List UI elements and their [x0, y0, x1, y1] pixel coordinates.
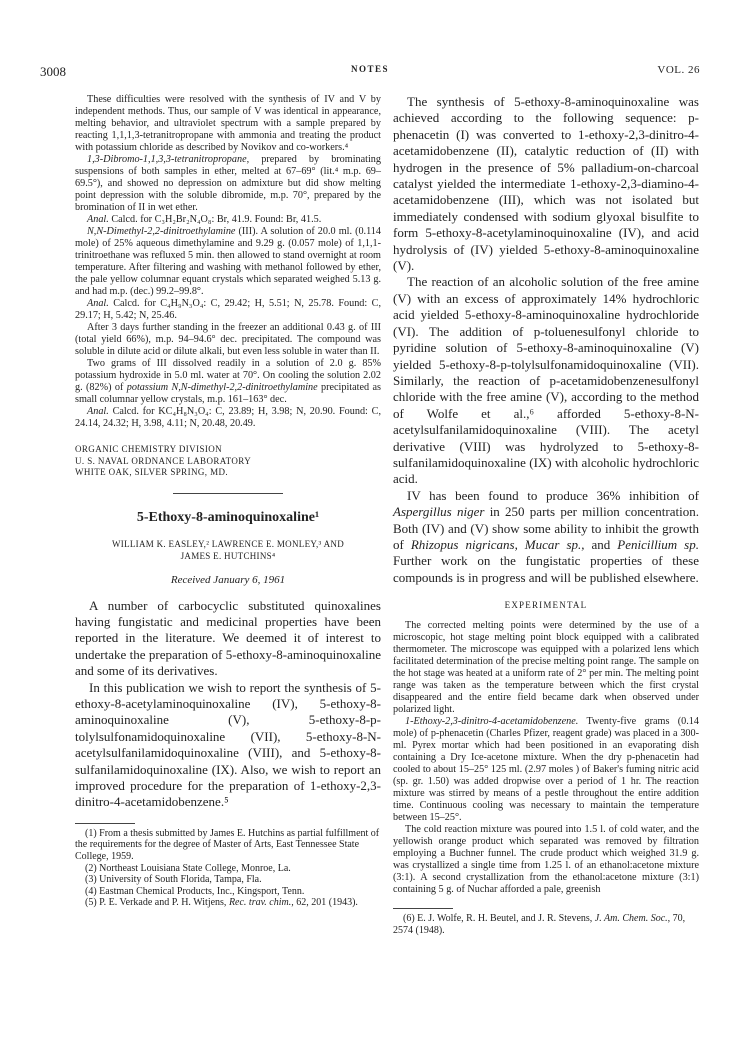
footnote: (2) Northeast Louisiana State College, Monroe, La. [85, 862, 291, 874]
paragraph: In this publication we wish to report the synthesis of 5-ethoxy-8-acetylaminoquinoxaline (IV), 5-ethoxy-8-aminoquinoxaline (V), 5-ethoxy-8-p-tolylsulfonamidoquinoxaline (VII), 5-ethoxy-8-N-acetylsulfanilamidoquinoxaline (VIII), and 5-ethoxy-8-sulfanilamidoquinoxaline (IX). Also, we wish to report an improved procedure for the preparation of 1-ethoxy-2,3-dinitro-4-acetamidobenzene.⁵ [75, 679, 381, 810]
footnotes [75, 828, 381, 909]
affiliation-line: U. S. NAVAL ORDNANCE LABORATORY [75, 455, 252, 466]
paragraph: N,N-Dimethyl-2,2-dinitroethylamine (III). A solution of 20.0 ml. (0.114 mole) of 25% aqueous dimethylamine and 9.29 g. (0.057 mole) of 1,1,1-trinitroethane was refluxed 5 min. then allowed to stand overnight at room temperature. After filtering and washing with methanol followed by ether, the pale yellow columnar equant crystals which separated weighed 5.13 g. and had m.p. (dec.) 99.2–99.8°. [75, 226, 381, 297]
paragraph: 1,3-Dibromo-1,1,3,3-tetranitropropane, prepared by brominating suspensions of both samples in ether, melted at 67–69° (lit.⁴ m.p. 69–69.5°), and showed no depression on admixture but did show melting point depression with the soluble dibromide, m.p. 70°, prepared by the bromination of II in wet ether. [75, 154, 381, 213]
paragraph: Two grams of III dissolved readily in a solution of 2.0 g. 85% potassium hydroxide in 5.0 ml. water at 70°. On cooling the solution 2.02 g. (82%) of potassium N,N-dimethyl-2,2-dinitroethylamine precipitated as small columnar yellow crystals, m.p. 161–163° dec. [75, 358, 381, 405]
analysis-line: Anal. Calcd. for C₄H₉N₃O₄: C, 29.42; H, 5.51; N, 25.78. Found: C, 29.17; H, 5.42; N, 25.46. [75, 298, 381, 321]
affiliation-block [75, 444, 381, 479]
page-number: 3008 [40, 64, 66, 79]
article-title: 5-Ethoxy-8-aminoquinoxaline¹ [136, 509, 320, 525]
affiliation-line: WHITE OAK, SILVER SPRING, MD. [75, 467, 229, 477]
right-column [393, 94, 699, 936]
footnotes [393, 913, 699, 936]
preceding-article-text [75, 94, 381, 430]
page-header [40, 64, 700, 80]
footnote: (6) E. J. Wolfe, R. H. Beutel, and J. R. Stevens, J. Am. Chem. Soc., 70, 2574 (1948). [393, 913, 686, 936]
paragraph: After 3 days further standing in the freezer an additional 0.43 g. of III (total yield 66%), m.p. 94–94.6° dec. precipitated. The compound was soluble in dilute acid or dilute alkali, but even less soluble in water than II. [75, 322, 381, 357]
paragraph: The cold reaction mixture was poured into 1.5 l. of cold water, and the yellowish orange product which separated was removed by filtration employing a Buchner funnel. The crude product which weighed 31.9 g. was crystallized a single time from 1.25 l. of an ethanol:acetone mixture (3:1). A second crystallization from the ethanol:acetone mixture (3:1) containing 5 g. of Nuchar afforded a pale, greenish [393, 824, 699, 896]
footnote: (1) From a thesis submitted by James E. Hutchins as partial fulfillment of the requirements for the degree of Master of Arts, East Tennessee State College, 1959. [75, 827, 380, 862]
experimental-text [393, 620, 699, 896]
paragraph: 1-Ethoxy-2,3-dinitro-4-acetamidobenzene. Twenty-five grams (0.14 mole) of p-phenacetin (Charles Pfizer, reagent grade) was placed in a 300-ml. Pyrex mortar which had been positioned in an evaporating dish containing a Dry Ice-acetone mixture. When the dry p-phenacetin had cooled to about 15–25° 125 ml. (2.97 moles ) of Baker's fuming nitric acid (sp. gr. 1.50) was added dropwise over a period of 1 hr. The reaction mixture was stirred by means of a pestle throughout the entire addition time. Continuous cooling was necessary to maintain the temperature between 15–25°. [393, 716, 699, 824]
paragraph: IV has been found to produce 36% inhibition of Aspergillus niger in 250 parts per million concentration. Both (IV) and (V) show some ability to inhibit the growth of Rhizopus nigricans, Mucar sp., and Penicillium sp. Further work on the fungistatic properties of these compounds is in progress and will be published elsewhere. [393, 487, 699, 585]
footnote-divider [393, 908, 453, 909]
footnote: (4) Eastman Chemical Products, Inc., Kingsport, Tenn. [85, 885, 305, 897]
article-divider [173, 493, 283, 494]
footnote-divider [75, 823, 135, 824]
affiliation-line: ORGANIC CHEMISTRY DIVISION [75, 444, 223, 454]
paragraph: The corrected melting points were determined by the use of a microscopic, hot stage melting point block equipped with a calibrated thermometer. The microscope was equipped with a polarized lens which facilitated determination of the precise melting point range. The sample on the hot stage was heated at a uniform rate of 2° per min. The melting point range was taken as the temperature between which the first crystal disappeared and the entire field became dark when observed under polarized light. [393, 620, 699, 716]
left-column [75, 94, 381, 909]
section-heading-experimental: EXPERIMENTAL [504, 600, 588, 611]
paragraph: A number of carbocyclic substituted quinoxalines having fungistatic and medicinal properties have been reported in the literature. We deemed it of interest to undertake the preparation of 5-ethoxy-8-aminoquinoxaline and some of its derivatives. [75, 597, 381, 679]
article-body-right [393, 94, 699, 586]
author-list: WILLIAM K. EASLEY,² LAWRENCE E. MONLEY,³ AND JAMES E. HUTCHINS⁴ [111, 538, 345, 561]
volume-label: VOL. 26 [657, 64, 700, 76]
article-body-left [75, 598, 381, 811]
paragraph: The reaction of an alcoholic solution of the free amine (V) with an excess of approximately 14% hydrochloric acid yielded 5-ethoxy-8-aminoquinoxaline hydrochloride (VI). The addition of p-toluenesulfonyl chloride to pyridine solution of 5-ethoxy-8-aminoquinoxaline (V) yielded 5-ethoxy-8-p-tolylsulfonamidoquinoxaline (VII). Similarly, the reaction of p-acetamidobenzenesulfonyl chloride with the free amine (V), according to the method of Wolfe et al.,⁶ afforded 5-ethoxy-8-N-acetylsulfanilamidoquinoxaline (VIII). The acetyl derivative (VIII) was hydrolyzed to 5-ethoxy-8-sulfanilamidoquinoxaline (IX) with alcoholic hydrochloric acid. [393, 274, 699, 487]
analysis-line: Anal. Calcd. for C₃H₂Br₂N₄O₈: Br, 41.9. Found: Br, 41.5. [87, 214, 322, 225]
section-title: NOTES [350, 64, 389, 74]
footnote: (3) University of South Florida, Tampa, Fla. [85, 874, 262, 886]
paragraph: These difficulties were resolved with the synthesis of IV and V by independent methods. Thus, our sample of V was identical in appearance, melting behavior, and ultraviolet spectrum with a sample prepared by reacting 1,1,1,3-tetranitropropane with ammonia and treating the product with potassium chloride as described by Novikov and co-workers.⁴ [75, 94, 381, 153]
analysis-line: Anal. Calcd. for KC₄H₈N₃O₄: C, 23.89; H, 3.98; N, 20.90. Found: C, 24.14, 24.32; H, 3.98, 4.11; N, 20.48, 20.49. [75, 406, 381, 429]
received-date: Received January 6, 1961 [170, 573, 286, 586]
paragraph: The synthesis of 5-ethoxy-8-aminoquinoxaline was achieved according to the following sequence: p-phenacetin (I) was converted to 1-ethoxy-2,3-dinitro-4-acetamidobenzene (II), catalytic reduction of (II) with hydrogen in the presence of 5% palladium-on-charcoal catalyst yielded the intermediate 1-ethoxy-2,3-diamino-4-acetamidobenzene (III), which was not isolated but immediately condensed with sodium glyoxal bisulfite to form 5-ethoxy-8-acetylaminoquinoxaline (IV), and acid hydrolysis of (IV) yielded 5-ethoxy-8-aminoquinoxaline (V). [393, 94, 699, 274]
footnote: (5) P. E. Verkade and P. H. Witjens, Rec. trav. chim., 62, 201 (1943). [85, 897, 358, 909]
